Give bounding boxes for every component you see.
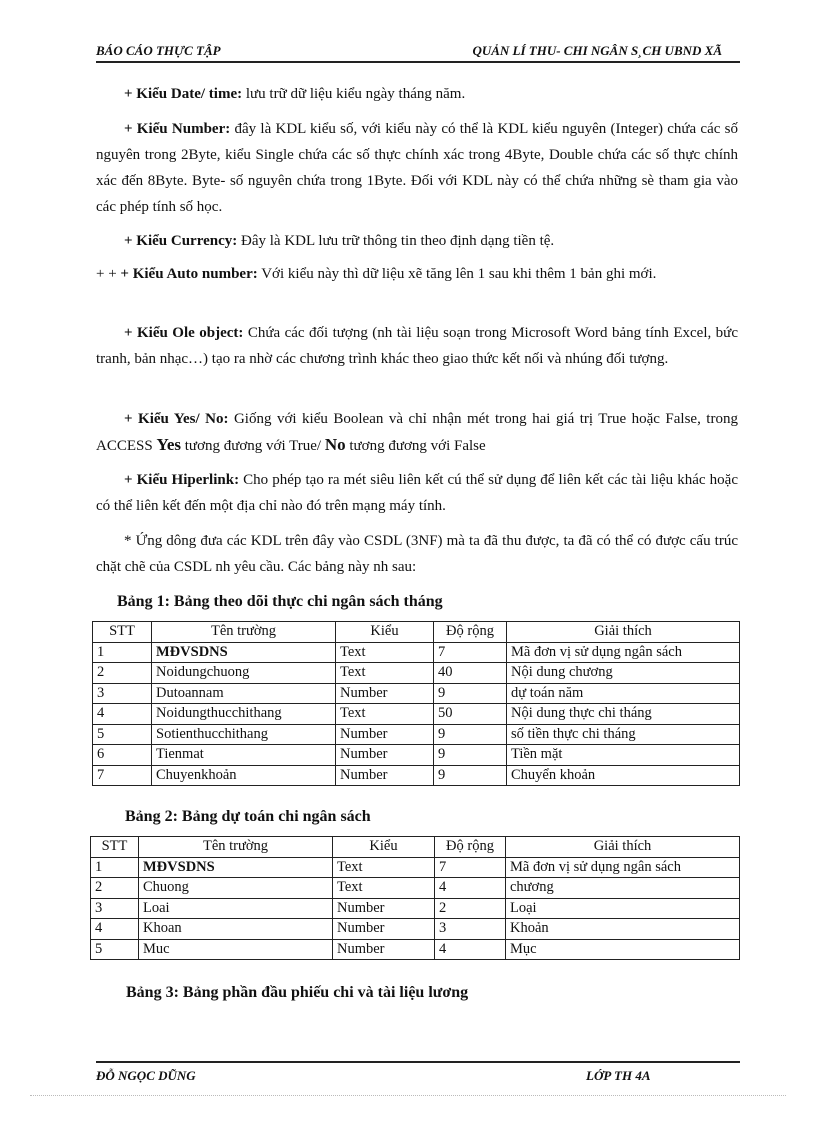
cell-width: 9 (434, 683, 507, 704)
cell-field-name: Khoan (139, 919, 333, 940)
word-no: No (324, 435, 346, 454)
cell-type: Number (336, 765, 434, 786)
table-row (93, 642, 740, 663)
paragraph-date-time (96, 81, 738, 107)
cell-stt: 4 (91, 919, 139, 940)
cell-width: 40 (434, 663, 507, 684)
cell-width: 3 (435, 919, 506, 940)
table2 (90, 836, 740, 960)
term-hyperlink: + Kiểu Hiperlink: (124, 472, 240, 488)
cell-field-name: Noidungchuong (152, 663, 336, 684)
cell-field-name: Tienmat (152, 745, 336, 766)
table-row (91, 939, 740, 960)
cell-type: Text (333, 857, 435, 878)
page-footer (96, 1061, 740, 1085)
cell-field-name: MĐVSDNS (152, 642, 336, 663)
desc-number: đây là KDL kiểu số, với kiểu này có thể là KDL kiểu nguyên (Integer) chứa các số nguyên trong 2Byte, kiểu Single chứa các số thực chính xác trong 4Byte, Double chứa các số thực chính xác đến 8Byte. Byte- số nguyên chứa trong 1Byte. Đối với KDL này có thể chứa những sè tham gia vào các phép tính số học. (96, 121, 738, 215)
cell-width: 9 (434, 765, 507, 786)
cell-description: chương (506, 878, 740, 899)
paragraph-hyperlink (96, 467, 738, 519)
cell-description: dự toán năm (507, 683, 740, 704)
term-currency: + Kiểu Currency: (124, 233, 238, 249)
desc-yes-no-mid: tương đương với True/ (181, 438, 325, 454)
cell-type: Text (336, 663, 434, 684)
term-date-time: + Kiểu Date/ time: (124, 86, 243, 102)
table3-title: Bảng 3: Bảng phần đầu phiếu chi và tài liệu lương (126, 984, 469, 1001)
table2-title: Bảng 2: Bảng dự toán chi ngân sách (125, 808, 371, 825)
cell-stt: 6 (93, 745, 152, 766)
term-auto-number: + Kiểu Auto number: (120, 266, 258, 282)
table-row (93, 704, 740, 725)
cell-width: 50 (434, 704, 507, 725)
desc-hyperlink: Cho phép tạo ra mét siêu liên kết cú thể sử dụng để liên kết các tài liệu khác hoặc có thể liên kết đến một địa chỉ nào đó trên mạng máy tính. (96, 472, 738, 514)
desc-date-time: lưu trữ dữ liệu kiểu ngày tháng năm. (242, 86, 466, 102)
cell-stt: 1 (91, 857, 139, 878)
cell-stt: 7 (93, 765, 152, 786)
table-row (93, 745, 740, 766)
col-width: Độ rộng (434, 622, 507, 643)
col-description: Giải thích (506, 837, 740, 858)
desc-ole-object: Chứa các đối tượng (nh tài liệu soạn trong Microsoft Word bảng tính Excel, bức tranh, bản nhạc…) tạo ra nhờ các chương trình khác theo giao thức kết nối và nhúng đối tượng. (96, 325, 738, 367)
desc-yes-no-end: tương đương với False (345, 438, 486, 454)
cell-type: Text (336, 704, 434, 725)
table-row (91, 878, 740, 899)
cell-width: 7 (434, 642, 507, 663)
header-left: BÁO CÁO THỰC TẬP (96, 43, 221, 58)
cell-type: Number (333, 919, 435, 940)
footer-left: ĐỖ NGỌC DŨNG (96, 1068, 196, 1083)
col-type: Kiểu (333, 837, 435, 858)
table-row (93, 663, 740, 684)
cell-description: Mã đơn vị sử dụng ngân sách (507, 642, 740, 663)
cell-width: 4 (435, 939, 506, 960)
desc-yes-no: Giống với kiểu Boolean và chỉ nhận mét trong hai giá trị True hoặc False, trong ACCESS (96, 411, 738, 454)
cell-field-name: Muc (139, 939, 333, 960)
cell-field-name: Noidungthucchithang (152, 704, 336, 725)
desc-currency: Đây là KDL lưu trữ thông tin theo định dạng tiền tệ. (237, 233, 555, 249)
cell-type: Number (336, 683, 434, 704)
footer-right: LỚP TH 4A (586, 1068, 651, 1083)
cell-type: Number (336, 745, 434, 766)
cell-field-name: Loai (139, 898, 333, 919)
cell-width: 7 (435, 857, 506, 878)
paragraph-yes-no (96, 406, 738, 459)
cell-type: Text (336, 642, 434, 663)
col-field-name: Tên trường (139, 837, 333, 858)
cell-field-name: MĐVSDNS (139, 857, 333, 878)
term-ole-object: + Kiểu Ole object: (124, 325, 244, 341)
col-type: Kiểu (336, 622, 434, 643)
cell-field-name: Chuyenkhoản (152, 765, 336, 786)
cell-stt: 3 (91, 898, 139, 919)
header-right: QUẢN LÍ THU- CHI NGÂN S¸CH UBND XÃ (472, 43, 722, 58)
paragraph-intro-tables (96, 528, 738, 580)
cell-stt: 5 (91, 939, 139, 960)
paragraph-auto-number (96, 261, 738, 287)
table-row (93, 724, 740, 745)
cell-type: Number (336, 724, 434, 745)
cell-stt: 5 (93, 724, 152, 745)
cell-stt: 3 (93, 683, 152, 704)
cell-field-name: Dutoannam (152, 683, 336, 704)
cell-stt: 4 (93, 704, 152, 725)
paragraph-number (96, 116, 738, 220)
page-header (96, 41, 740, 63)
cell-description: số tiền thực chi tháng (507, 724, 740, 745)
table-row (91, 898, 740, 919)
cell-field-name: Sotienthucchithang (152, 724, 336, 745)
intro-tables-text: * Ứng dông đưa các KDL trên đây vào CSDL (3NF) mà ta đã thu được, ta đã có thể có được cấu trúc chặt chẽ của CSDL nh yêu cầu. Các bảng này nh sau: (96, 533, 738, 575)
cell-type: Number (333, 898, 435, 919)
term-number: + Kiểu Number: (124, 121, 231, 137)
cell-description: Tiền mặt (507, 745, 740, 766)
col-stt: STT (93, 622, 152, 643)
paragraph-ole-object (96, 320, 738, 372)
cell-type: Number (333, 939, 435, 960)
table1 (92, 621, 740, 786)
table-header-row (91, 837, 740, 858)
table-row (91, 919, 740, 940)
cell-width: 9 (434, 724, 507, 745)
cell-description: Nội dung thực chi tháng (507, 704, 740, 725)
cell-width: 2 (435, 898, 506, 919)
cell-description: Mục (506, 939, 740, 960)
desc-auto-number: Với kiểu này thì dữ liệu xẽ tăng lên 1 sau khi thêm 1 bản ghi mới. (257, 266, 657, 282)
term-yes-no: + Kiểu Yes/ No: (124, 411, 229, 427)
col-stt: STT (91, 837, 139, 858)
table-row (91, 857, 740, 878)
prefix-auto-number: + + (96, 266, 121, 282)
paragraph-currency (96, 228, 738, 254)
table1-title: Bảng 1: Bảng theo dõi thực chi ngân sách tháng (117, 593, 443, 610)
cell-stt: 2 (93, 663, 152, 684)
cell-description: Loại (506, 898, 740, 919)
cell-description: Mã đơn vị sử dụng ngân sách (506, 857, 740, 878)
cell-field-name: Chuong (139, 878, 333, 899)
cell-description: Nội dung chương (507, 663, 740, 684)
col-width: Độ rộng (435, 837, 506, 858)
table-header-row (93, 622, 740, 643)
word-yes: Yes (156, 435, 182, 454)
table-row (93, 765, 740, 786)
cell-description: Khoản (506, 919, 740, 940)
table-row (93, 683, 740, 704)
cell-stt: 2 (91, 878, 139, 899)
col-field-name: Tên trường (152, 622, 336, 643)
page-bottom-dotted-line (30, 1095, 786, 1096)
cell-type: Text (333, 878, 435, 899)
cell-description: Chuyển khoản (507, 765, 740, 786)
col-description: Giải thích (507, 622, 740, 643)
cell-width: 4 (435, 878, 506, 899)
cell-stt: 1 (93, 642, 152, 663)
cell-width: 9 (434, 745, 507, 766)
